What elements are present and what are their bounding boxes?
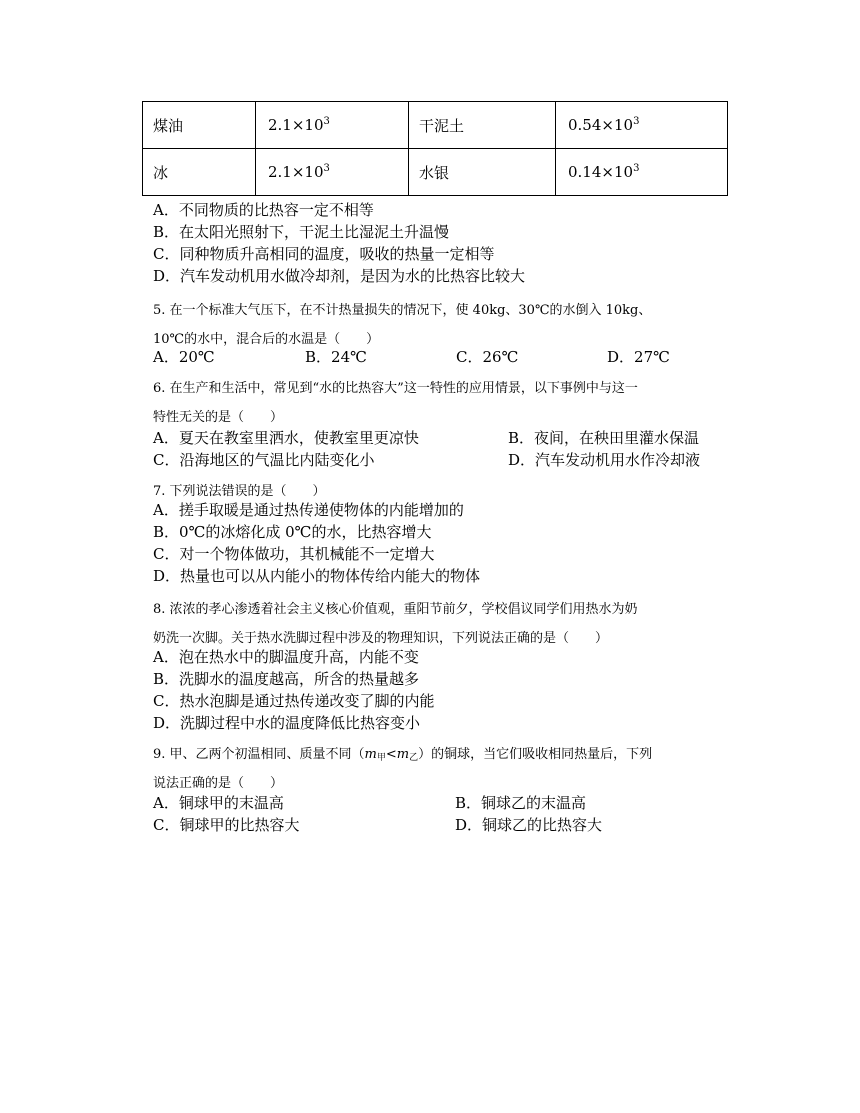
q6-option-b: B．夜间，在秧田里灌水保温 — [508, 429, 700, 447]
q7-option-b: B．0℃的冰熔化成 0℃的水，比热容增大 — [153, 523, 432, 541]
q5-option-b: B．24℃ — [305, 348, 367, 366]
q7-option-c: C．对一个物体做功，其机械能不一定增大 — [153, 545, 435, 563]
q8-stem-line1: 8. 浓浓的孝心渗透着社会主义核心价值观，重阳节前夕，学校倡议同学们用热水为奶 — [153, 602, 638, 617]
q7-option-a: A．搓手取暖是通过热传递使物体的内能增加的 — [153, 501, 464, 519]
q9-option-c: C．铜球甲的比热容大 — [153, 816, 300, 834]
table-cell: 水银 — [409, 149, 556, 196]
q6-option-d: D．汽车发动机用水作冷却液 — [508, 451, 701, 469]
q5-stem-line1: 5. 在一个标准大气压下，在不计热量损失的情况下，使 40kg、30℃的水倒入 10kg、 — [153, 303, 652, 318]
table-cell: $2.1\times 10^3$ — [256, 102, 409, 149]
q9-option-a: A．铜球甲的末温高 — [153, 794, 284, 812]
q5-option-a: A．20℃ — [153, 348, 215, 366]
q5-option-c: C．26℃ — [456, 348, 519, 366]
q8-option-c: C．热水泡脚是通过热传递改变了脚的内能 — [153, 692, 435, 710]
q9-option-b: B．铜球乙的末温高 — [455, 794, 587, 812]
table-row — [143, 102, 728, 149]
q6-option-a: A．夏天在教室里洒水，使教室里更凉快 — [153, 429, 419, 447]
table-cell: $0.14\times 10^3$ — [556, 149, 728, 196]
q7-stem: 7. 下列说法错误的是（ ） — [153, 484, 326, 499]
q6-option-c: C．沿海地区的气温比内陆变化小 — [153, 451, 375, 469]
table-cell: $2.1\times 10^3$ — [256, 149, 409, 196]
q4-option-c: C．同种物质升高相同的温度，吸收的热量一定相等 — [153, 245, 495, 263]
q4-option-a: A．不同物质的比热容一定不相等 — [153, 201, 374, 219]
q9-option-d: D．铜球乙的比热容大 — [455, 816, 603, 834]
q8-option-a: A．泡在热水中的脚温度升高，内能不变 — [153, 648, 419, 666]
table-cell: 煤油 — [143, 102, 256, 149]
q4-option-d: D．汽车发动机用水做冷却剂，是因为水的比热容比较大 — [153, 267, 526, 285]
specific-heat-table — [142, 101, 728, 196]
table-cell: 干泥土 — [409, 102, 556, 149]
q8-option-b: B．洗脚水的温度越高，所含的热量越多 — [153, 670, 420, 688]
q9-stem-line2: 说法正确的是（ ） — [153, 776, 284, 791]
table-cell: 冰 — [143, 149, 256, 196]
q9-stem-line1: 9. 甲、乙两个初温相同、质量不同$(m_甲<m_乙)$的铜球，当它们吸收相同热量后，下列 — [153, 747, 653, 763]
q8-stem-line2: 奶洗一次脚。关于热水洗脚过程中涉及的物理知识，下列说法正确的是（ ） — [153, 631, 609, 646]
q5-stem-line2: 10℃的水中，混合后的水温是（ ） — [153, 332, 380, 347]
q8-option-d: D．洗脚过程中水的温度降低比热容变小 — [153, 714, 421, 732]
q7-option-d: D．热量也可以从内能小的物体传给内能大的物体 — [153, 567, 481, 585]
q6-stem-line1: 6. 在生产和生活中，常见到“水的比热容大”这一特性的应用情景，以下事例中与这一 — [153, 381, 638, 396]
q5-option-d: D．27℃ — [607, 348, 670, 366]
table-cell: $0.54\times 10^3$ — [556, 102, 728, 149]
table-row — [143, 149, 728, 196]
q6-stem-line2: 特性无关的是（ ） — [153, 410, 284, 425]
q4-option-b: B．在太阳光照射下，干泥土比湿泥土升温慢 — [153, 223, 450, 241]
